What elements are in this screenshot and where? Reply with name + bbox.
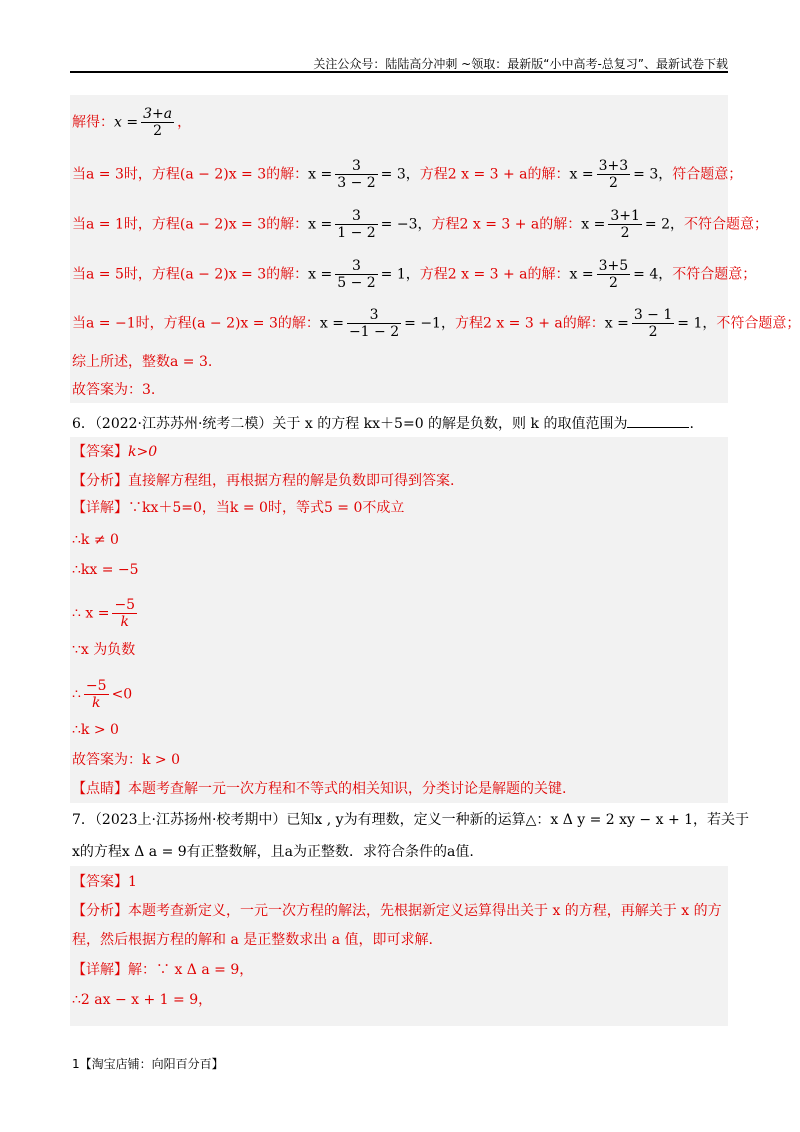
case-fraction-num: 3+1 (610, 208, 640, 224)
case-fraction-num: 3 (347, 307, 401, 324)
answer-text: k>0 (128, 444, 158, 460)
q7-analysis-2: 程，然后根据方程的解和 a 是正整数求出 a 值，即可求解. (72, 932, 433, 948)
q6-step3 (72, 597, 140, 630)
q6-step4: ∵x 为负数 (72, 642, 136, 658)
case-lhs-2: x = (569, 166, 594, 183)
case-fraction-1 (335, 258, 377, 291)
detail-text: ∵kx＋5=0，当k = 0时，等式5 = 0不成立 (128, 500, 405, 516)
header-rule (70, 71, 728, 73)
solve-lhs: x = (114, 114, 139, 131)
case-result-1: = −1， (404, 315, 455, 332)
case-fraction-1 (335, 158, 377, 191)
solve-den: 2 (153, 123, 163, 139)
q6-step5 (72, 678, 132, 711)
analysis-text: 直接解方程组，再根据方程的解是负数即可得到答案. (128, 473, 455, 489)
q6-comment (72, 779, 566, 799)
q6-step2: ∴kx = −5 (72, 562, 139, 578)
comment-text: 本题考查解一元一次方程和不等式的相关知识，分类讨论是解题的关键. (128, 781, 567, 797)
case-line (72, 158, 742, 191)
q7-detail (72, 960, 253, 980)
case-fraction-num: 3 (335, 158, 377, 175)
step5-den: k (92, 695, 101, 711)
case-fraction-2 (597, 258, 631, 291)
case-condition: 当a = 5时， (72, 266, 152, 283)
q6-step6: ∴k > 0 (72, 722, 119, 738)
case-fraction-den: 2 (648, 324, 658, 340)
answer-blank (627, 413, 689, 428)
case-lhs-2: x = (581, 216, 606, 233)
case-verdict: 不符合题意； (684, 216, 768, 233)
step5-num: −5 (85, 678, 107, 694)
case-equation-2: 方程2 x = 3 + a的解： (454, 315, 605, 332)
case-lhs-1: x = (308, 166, 333, 183)
step3-fraction (112, 597, 137, 630)
case-fraction-den: 2 (608, 275, 618, 291)
case-result-2: = 4， (633, 266, 673, 283)
comment-tag: 【点睛】 (72, 781, 128, 797)
case-result-2: = 3， (633, 166, 673, 183)
case-fraction-den: 1 − 2 (337, 225, 376, 241)
part1-answer-line: 故答案为：3. (72, 382, 156, 398)
case-lhs-2: x = (604, 315, 629, 332)
case-lhs-2: x = (569, 266, 594, 283)
case-fraction-den: −1 − 2 (348, 324, 400, 340)
q6-answer (72, 442, 157, 462)
case-equation-2: 方程2 x = 3 + a的解： (419, 166, 570, 183)
q7-answer (72, 872, 137, 892)
case-equation-1: 方程(a − 2)x = 3的解： (151, 216, 309, 233)
case-equation-1: 方程(a − 2)x = 3的解： (151, 166, 309, 183)
q6-detail (72, 498, 404, 518)
case-fraction-2 (608, 208, 642, 241)
q7-line2: x的方程x Δ a = 9有正整数解，且a为正整数．求符合条件的a值. (72, 844, 474, 860)
case-fraction-num: 3 − 1 (633, 307, 673, 323)
page-footer: 1【淘宝店铺：向阳百分百】 (72, 1057, 224, 1071)
analysis-tag: 【分析】 (72, 473, 128, 489)
case-fraction-1 (347, 307, 401, 340)
solve-prefix: 解得： (72, 114, 114, 131)
case-fraction-num: 3+5 (598, 258, 629, 274)
q6-question-end: . (689, 416, 694, 432)
step3-num: −5 (114, 597, 136, 613)
case-fraction-den: 2 (608, 175, 618, 191)
q6-analysis (72, 471, 454, 491)
q6-question-text: 6．（2022·江苏苏州·统考二模）关于 x 的方程 kx＋5=0 的解是负数，则 k 的取值范围为 (72, 416, 628, 432)
answer-text: 1 (128, 874, 137, 890)
case-fraction-2 (597, 158, 631, 191)
detail-text: 解：∵ x Δ a = 9， (128, 962, 254, 978)
case-result-1: = 1， (380, 266, 420, 283)
case-result-2: = 2， (644, 216, 684, 233)
q7-line1: 7．（2023上·江苏扬州·校考期中）已知x , y为有理数，定义一种新的运算△：x Δ y = 2 xy − x + 1，若关于 (72, 812, 750, 828)
case-verdict: 不符合题意； (672, 266, 757, 283)
case-equation-2: 方程2 x = 3 + a的解： (419, 266, 570, 283)
step5-fraction (84, 678, 109, 711)
case-line (72, 307, 800, 340)
summary-line: 综上所述，整数a = 3. (72, 354, 213, 370)
case-equation-1: 方程(a − 2)x = 3的解： (163, 315, 320, 332)
case-equation-2: 方程2 x = 3 + a的解： (431, 216, 582, 233)
case-fraction-num: 3+3 (598, 158, 629, 174)
case-condition: 当a = 3时， (72, 166, 152, 183)
case-fraction-den: 3 − 2 (337, 175, 376, 191)
page-header: 关注公众号：陆陆高分冲刺 ~领取：最新版“小中高考-总复习”、最新试卷下载 (313, 57, 728, 71)
case-line (72, 208, 768, 241)
analysis-tag: 【分析】 (72, 903, 128, 919)
q6-question (72, 413, 694, 434)
q6-step1: ∴k ≠ 0 (72, 532, 119, 548)
case-fraction-num: 3 (335, 258, 377, 275)
analysis-text-1: 本题考查新定义，一元一次方程的解法，先根据新定义运算得出关于 x 的方程，再解关于 x 的方 (128, 903, 722, 919)
solve-fraction (141, 106, 174, 139)
solve-line (72, 106, 191, 139)
case-fraction-1 (335, 208, 377, 241)
q7-analysis-1 (72, 901, 722, 921)
step3-den: k (120, 614, 129, 630)
case-lhs-1: x = (308, 216, 333, 233)
answer-tag: 【答案】 (72, 874, 128, 890)
case-fraction-num: 3 (335, 208, 377, 225)
case-lhs-1: x = (308, 266, 333, 283)
step3-lhs: ∴ x = (72, 605, 110, 622)
case-verdict: 符合题意； (672, 166, 743, 183)
step5-post: <0 (111, 686, 133, 703)
case-fraction-den: 5 − 2 (337, 275, 376, 291)
step5-pre: ∴ (72, 686, 81, 703)
case-line (72, 258, 756, 291)
case-condition: 当a = 1时， (72, 216, 152, 233)
detail-tag: 【详解】 (72, 500, 128, 516)
q7-step1: ∴2 ax − x + 1 = 9， (72, 992, 213, 1008)
case-lhs-1: x = (319, 315, 344, 332)
case-fraction-den: 2 (620, 225, 630, 241)
case-result-1: = 3， (380, 166, 420, 183)
case-fraction-2 (632, 307, 674, 340)
case-equation-1: 方程(a − 2)x = 3的解： (151, 266, 309, 283)
solution-shade-2 (70, 437, 728, 803)
case-result-1: = −3， (380, 216, 432, 233)
solve-num: 3+a (143, 106, 173, 122)
solve-suffix: ， (177, 114, 192, 131)
q6-answer-line: 故答案为：k > 0 (72, 752, 181, 768)
case-verdict: 不符合题意； (716, 315, 800, 332)
case-condition: 当a = −1时， (72, 315, 164, 332)
answer-tag: 【答案】 (72, 444, 128, 460)
detail-tag: 【详解】 (72, 962, 128, 978)
case-result-2: = 1， (677, 315, 717, 332)
